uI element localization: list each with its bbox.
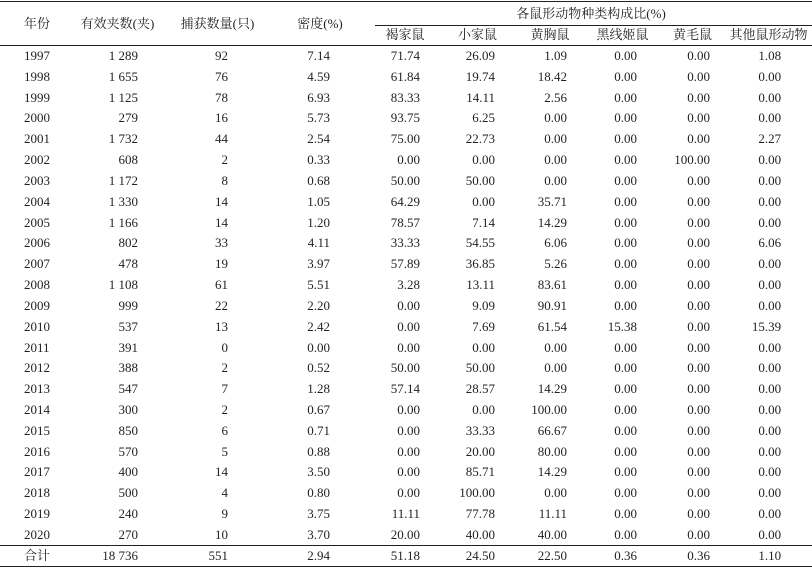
yellow-breasted-rat-share-cell: 2.56 <box>544 89 567 105</box>
density-cell: 0.71 <box>307 422 330 438</box>
striped-field-mouse-share-cell: 0.00 <box>614 381 637 397</box>
trap-count-cell: 850 <box>118 422 138 438</box>
yellow-breasted-rat-share-cell: 11.11 <box>538 506 567 522</box>
capture-count-cell: 61 <box>215 277 228 293</box>
house-mouse-share-cell: 0.00 <box>472 152 495 168</box>
lesser-rice-field-rat-header: 黄毛鼠 <box>660 26 725 46</box>
rodent-composition-table <box>0 1 812 567</box>
density-cell: 6.93 <box>307 89 330 105</box>
house-mouse-share-cell: 20.00 <box>465 443 495 459</box>
other-rodents-share-cell: 1.08 <box>758 48 782 64</box>
table-row <box>0 129 812 150</box>
trap-count-cell: 537 <box>118 318 138 334</box>
year-cell: 2008 <box>24 277 50 293</box>
capture-count-cell: 8 <box>221 172 228 188</box>
other-rodents-share-cell: 0.00 <box>758 89 782 105</box>
table-row <box>0 87 812 108</box>
table-row <box>0 379 812 400</box>
year-cell: 2018 <box>24 485 50 501</box>
trap-count-cell: 270 <box>118 526 138 542</box>
lesser-rice-field-rat-share-cell: 0.00 <box>687 68 710 84</box>
other-rodents-share-cell: 0.00 <box>758 277 782 293</box>
density-cell: 2.20 <box>307 297 330 313</box>
striped-field-mouse-share-cell: 0.00 <box>614 464 637 480</box>
table-body <box>0 46 812 546</box>
striped-field-mouse-share-cell: 0.00 <box>614 131 637 147</box>
species-composition-group-header: 各鼠形动物种类构成比(%) <box>370 2 812 26</box>
table-row <box>0 462 812 483</box>
density-cell: 4.11 <box>307 235 330 251</box>
brown-rat-share-cell: 75.00 <box>390 131 420 147</box>
density-cell: 0.80 <box>307 485 330 501</box>
yellow-breasted-rat-share-cell: 6.06 <box>544 235 567 251</box>
lesser-rice-field-rat-share-cell: 0.00 <box>687 443 710 459</box>
year-cell: 2013 <box>24 381 50 397</box>
lesser-rice-field-rat-share-cell: 0.00 <box>687 193 710 209</box>
other-rodents-share-cell: 0.00 <box>758 506 782 522</box>
house-mouse-share-cell: 100.00 <box>459 485 495 501</box>
house-mouse-share-cell: 6.25 <box>472 110 495 126</box>
house-mouse-share-cell: 22.73 <box>465 131 495 147</box>
lesser-rice-field-rat-share-cell: 0.00 <box>687 381 710 397</box>
trap-count-cell: 500 <box>118 485 138 501</box>
yellow-breasted-rat-share-cell: 0.00 <box>544 360 567 376</box>
lesser-rice-field-rat-share-cell: 0.00 <box>687 401 710 417</box>
year-cell: 2010 <box>24 318 50 334</box>
year-cell: 1998 <box>24 68 50 84</box>
other-rodents-share-cell: 0.00 <box>758 526 782 542</box>
yellow-breasted-rat-share-cell: 80.00 <box>537 443 567 459</box>
trap-count-cell: 1 166 <box>108 214 138 230</box>
total-row <box>0 545 812 566</box>
lesser-rice-field-rat-share-cell: 0.00 <box>687 360 710 376</box>
trap-count-cell: 1 655 <box>108 68 138 84</box>
capture-count-cell: 14 <box>215 193 228 209</box>
lesser-rice-field-rat-share-cell: 0.00 <box>687 485 710 501</box>
year-cell: 2007 <box>24 256 50 272</box>
capture-count-cell: 5 <box>221 443 228 459</box>
trap-count-cell: 240 <box>118 506 138 522</box>
capture-count-cell: 2 <box>221 360 228 376</box>
year-header: 年份 <box>0 2 70 46</box>
striped-field-mouse-share-cell: 0.00 <box>614 360 637 376</box>
house-mouse-share-cell: 50.00 <box>465 360 495 376</box>
capture-count-cell: 19 <box>215 256 228 272</box>
yellow-breasted-rat-header: 黄胸鼠 <box>515 26 585 46</box>
lesser-rice-field-rat-share-cell: 0.00 <box>687 48 710 64</box>
capture-count-cell: 33 <box>215 235 228 251</box>
striped-field-mouse-share-cell: 0.00 <box>614 110 637 126</box>
capture-count-cell: 551 <box>165 545 270 566</box>
header-row-top <box>0 2 812 26</box>
house-mouse-share-cell: 24.50 <box>440 545 515 566</box>
table-row <box>0 275 812 296</box>
table-row <box>0 525 812 546</box>
striped-field-mouse-share-cell: 0.00 <box>614 277 637 293</box>
table-total <box>0 545 812 566</box>
striped-field-mouse-share-cell: 0.36 <box>585 545 660 566</box>
yellow-breasted-rat-share-cell: 0.00 <box>544 172 567 188</box>
trap-count-cell: 300 <box>118 401 138 417</box>
year-cell: 2001 <box>24 131 50 147</box>
trap-count-cell: 802 <box>118 235 138 251</box>
year-cell: 2006 <box>24 235 50 251</box>
table-row <box>0 66 812 87</box>
capture-count-cell: 13 <box>215 318 228 334</box>
brown-rat-share-cell: 51.18 <box>370 545 440 566</box>
yellow-breasted-rat-share-cell: 40.00 <box>537 526 567 542</box>
house-mouse-share-cell: 28.57 <box>465 381 495 397</box>
brown-rat-share-cell: 57.89 <box>390 256 420 272</box>
house-mouse-share-cell: 33.33 <box>465 422 495 438</box>
table-row <box>0 295 812 316</box>
house-mouse-share-cell: 40.00 <box>465 526 495 542</box>
lesser-rice-field-rat-share-cell: 0.00 <box>687 131 710 147</box>
yellow-breasted-rat-share-cell: 61.54 <box>537 318 567 334</box>
table-row <box>0 504 812 525</box>
yellow-breasted-rat-share-cell: 1.09 <box>544 48 567 64</box>
density-cell: 5.51 <box>307 277 330 293</box>
yellow-breasted-rat-share-cell: 0.00 <box>544 485 567 501</box>
density-cell: 0.68 <box>307 172 330 188</box>
table-row <box>0 150 812 171</box>
trap-count-cell: 1 125 <box>108 89 138 105</box>
density-cell: 2.54 <box>307 131 330 147</box>
striped-field-mouse-share-cell: 0.00 <box>614 235 637 251</box>
yellow-breasted-rat-share-cell: 0.00 <box>544 131 567 147</box>
house-mouse-share-cell: 7.69 <box>472 318 495 334</box>
brown-rat-share-cell: 71.74 <box>390 48 420 64</box>
trap-count-cell: 391 <box>118 339 138 355</box>
other-rodents-share-cell: 0.00 <box>758 339 782 355</box>
house-mouse-share-cell: 7.14 <box>472 214 495 230</box>
density-cell: 0.52 <box>307 360 330 376</box>
density-cell: 5.73 <box>307 110 330 126</box>
year-cell: 2012 <box>24 360 50 376</box>
brown-rat-share-cell: 20.00 <box>390 526 420 542</box>
table-row <box>0 483 812 504</box>
year-cell: 2009 <box>24 297 50 313</box>
other-rodents-share-cell: 0.00 <box>758 464 782 480</box>
lesser-rice-field-rat-share-cell: 0.00 <box>687 297 710 313</box>
brown-rat-share-cell: 0.00 <box>397 401 420 417</box>
lesser-rice-field-rat-share-cell: 0.00 <box>687 89 710 105</box>
brown-rat-share-cell: 50.00 <box>390 172 420 188</box>
density-cell: 2.94 <box>270 545 370 566</box>
trap-count-cell: 1 732 <box>108 131 138 147</box>
brown-rat-share-cell: 11.11 <box>391 506 420 522</box>
other-rodents-share-cell: 0.00 <box>758 152 782 168</box>
year-cell: 2016 <box>24 443 50 459</box>
house-mouse-share-cell: 0.00 <box>472 193 495 209</box>
capture-count-cell: 6 <box>221 422 228 438</box>
lesser-rice-field-rat-share-cell: 0.00 <box>687 172 710 188</box>
density-cell: 2.42 <box>307 318 330 334</box>
house-mouse-share-cell: 50.00 <box>465 172 495 188</box>
capture-count-header: 捕获数量(只) <box>165 2 270 46</box>
yellow-breasted-rat-share-cell: 18.42 <box>537 68 567 84</box>
table-row <box>0 254 812 275</box>
density-cell: 0.33 <box>307 152 330 168</box>
brown-rat-share-cell: 0.00 <box>397 339 420 355</box>
yellow-breasted-rat-share-cell: 100.00 <box>531 401 567 417</box>
yellow-breasted-rat-share-cell: 22.50 <box>515 545 585 566</box>
yellow-breasted-rat-share-cell: 14.29 <box>537 381 567 397</box>
capture-count-cell: 92 <box>215 48 228 64</box>
year-cell: 2015 <box>24 422 50 438</box>
other-rodents-share-cell: 0.00 <box>758 110 782 126</box>
lesser-rice-field-rat-share-cell: 0.00 <box>687 277 710 293</box>
capture-count-cell: 76 <box>215 68 228 84</box>
house-mouse-share-cell: 54.55 <box>465 235 495 251</box>
capture-count-cell: 2 <box>221 152 228 168</box>
density-cell: 3.97 <box>307 256 330 272</box>
brown-rat-header: 褐家鼠 <box>370 26 440 46</box>
lesser-rice-field-rat-share-cell: 0.00 <box>687 235 710 251</box>
year-cell: 2020 <box>24 526 50 542</box>
lesser-rice-field-rat-share-cell: 0.36 <box>660 545 725 566</box>
table-row <box>0 108 812 129</box>
striped-field-mouse-share-cell: 0.00 <box>614 443 637 459</box>
table-row <box>0 358 812 379</box>
striped-field-mouse-share-cell: 0.00 <box>614 422 637 438</box>
trap-count-cell: 547 <box>118 381 138 397</box>
capture-count-cell: 0 <box>221 339 228 355</box>
yellow-breasted-rat-share-cell: 90.91 <box>537 297 567 313</box>
density-cell: 0.67 <box>307 401 330 417</box>
year-cell: 2004 <box>24 193 50 209</box>
striped-field-mouse-share-cell: 0.00 <box>614 68 637 84</box>
other-rodents-share-cell: 1.10 <box>725 545 812 566</box>
year-cell: 2000 <box>24 110 50 126</box>
striped-field-mouse-share-cell: 0.00 <box>614 297 637 313</box>
other-rodents-share-cell: 0.00 <box>758 214 782 230</box>
table-row <box>0 212 812 233</box>
lesser-rice-field-rat-share-cell: 0.00 <box>687 256 710 272</box>
density-header: 密度(%) <box>270 2 370 46</box>
striped-field-mouse-share-cell: 0.00 <box>614 339 637 355</box>
striped-field-mouse-share-cell: 0.00 <box>614 506 637 522</box>
table-row <box>0 170 812 191</box>
house-mouse-share-cell: 9.09 <box>472 297 495 313</box>
year-cell: 2017 <box>24 464 50 480</box>
year-cell: 2005 <box>24 214 50 230</box>
brown-rat-share-cell: 0.00 <box>397 422 420 438</box>
striped-field-mouse-share-cell: 0.00 <box>614 401 637 417</box>
yellow-breasted-rat-share-cell: 83.61 <box>537 277 567 293</box>
house-mouse-share-cell: 85.71 <box>465 464 495 480</box>
table-row <box>0 441 812 462</box>
capture-count-cell: 2 <box>221 401 228 417</box>
lesser-rice-field-rat-share-cell: 0.00 <box>687 110 710 126</box>
other-rodents-share-cell: 0.00 <box>758 68 782 84</box>
trap-count-cell: 1 108 <box>108 277 138 293</box>
density-cell: 3.75 <box>307 506 330 522</box>
brown-rat-share-cell: 0.00 <box>397 485 420 501</box>
capture-count-cell: 22 <box>215 297 228 313</box>
house-mouse-share-cell: 14.11 <box>466 89 495 105</box>
yellow-breasted-rat-share-cell: 66.67 <box>537 422 567 438</box>
brown-rat-share-cell: 0.00 <box>397 152 420 168</box>
striped-field-mouse-share-cell: 0.00 <box>614 526 637 542</box>
table-row <box>0 233 812 254</box>
density-cell: 3.50 <box>307 464 330 480</box>
capture-count-cell: 9 <box>221 506 228 522</box>
striped-field-mouse-share-cell: 0.00 <box>614 89 637 105</box>
year-cell: 2002 <box>24 152 50 168</box>
brown-rat-share-cell: 93.75 <box>390 110 420 126</box>
other-rodents-share-cell: 6.06 <box>758 235 782 251</box>
density-cell: 4.59 <box>307 68 330 84</box>
brown-rat-share-cell: 0.00 <box>397 464 420 480</box>
other-rodents-share-cell: 0.00 <box>758 485 782 501</box>
trap-count-cell: 478 <box>118 256 138 272</box>
other-rodents-share-cell: 0.00 <box>758 297 782 313</box>
trap-count-cell: 1 289 <box>108 48 138 64</box>
trap-count-cell: 400 <box>118 464 138 480</box>
striped-field-mouse-share-cell: 0.00 <box>614 193 637 209</box>
other-rodents-share-cell: 0.00 <box>758 381 782 397</box>
lesser-rice-field-rat-share-cell: 0.00 <box>687 506 710 522</box>
year-cell: 2011 <box>24 339 50 355</box>
house-mouse-share-cell: 0.00 <box>472 401 495 417</box>
striped-field-mouse-share-cell: 0.00 <box>614 485 637 501</box>
other-rodents-share-cell: 2.27 <box>758 131 782 147</box>
trap-count-cell: 1 330 <box>108 193 138 209</box>
table-row <box>0 316 812 337</box>
table-row <box>0 191 812 212</box>
lesser-rice-field-rat-share-cell: 0.00 <box>687 339 710 355</box>
other-rodents-share-cell: 0.00 <box>758 360 782 376</box>
density-cell: 7.14 <box>307 48 330 64</box>
brown-rat-share-cell: 50.00 <box>390 360 420 376</box>
lesser-rice-field-rat-share-cell: 0.00 <box>687 464 710 480</box>
other-rodents-share-cell: 15.39 <box>751 318 782 334</box>
brown-rat-share-cell: 78.57 <box>390 214 420 230</box>
house-mouse-share-cell: 0.00 <box>472 339 495 355</box>
capture-count-cell: 78 <box>215 89 228 105</box>
yellow-breasted-rat-share-cell: 0.00 <box>544 110 567 126</box>
lesser-rice-field-rat-share-cell: 0.00 <box>687 318 710 334</box>
capture-count-cell: 16 <box>215 110 228 126</box>
density-cell: 1.28 <box>307 381 330 397</box>
brown-rat-share-cell: 0.00 <box>397 443 420 459</box>
yellow-breasted-rat-share-cell: 14.29 <box>537 464 567 480</box>
year-cell: 2014 <box>24 401 50 417</box>
lesser-rice-field-rat-share-cell: 0.00 <box>687 422 710 438</box>
table-header <box>0 2 812 46</box>
brown-rat-share-cell: 0.00 <box>397 297 420 313</box>
brown-rat-share-cell: 64.29 <box>390 193 420 209</box>
brown-rat-share-cell: 0.00 <box>397 318 420 334</box>
brown-rat-share-cell: 57.14 <box>390 381 420 397</box>
trap-count-cell: 279 <box>118 110 138 126</box>
capture-count-cell: 10 <box>215 526 228 542</box>
capture-count-cell: 4 <box>221 485 228 501</box>
year-cell: 2003 <box>24 172 50 188</box>
yellow-breasted-rat-share-cell: 0.00 <box>544 339 567 355</box>
trap-count-cell: 608 <box>118 152 138 168</box>
house-mouse-share-cell: 77.78 <box>465 506 495 522</box>
striped-field-mouse-share-cell: 0.00 <box>614 172 637 188</box>
yellow-breasted-rat-share-cell: 5.26 <box>544 256 567 272</box>
density-cell: 3.70 <box>307 526 330 542</box>
trap-count-cell: 999 <box>118 297 138 313</box>
house-mouse-share-cell: 36.85 <box>465 256 495 272</box>
striped-field-mouse-share-cell: 0.00 <box>614 48 637 64</box>
density-cell: 1.20 <box>307 214 330 230</box>
brown-rat-share-cell: 61.84 <box>390 68 420 84</box>
table-row <box>0 337 812 358</box>
striped-field-mouse-share-cell: 0.00 <box>614 152 637 168</box>
capture-count-cell: 7 <box>221 381 228 397</box>
other-rodents-share-cell: 0.00 <box>758 172 782 188</box>
yellow-breasted-rat-share-cell: 14.29 <box>537 214 567 230</box>
other-rodents-share-cell: 0.00 <box>758 443 782 459</box>
density-cell: 0.00 <box>307 339 330 355</box>
brown-rat-share-cell: 3.28 <box>397 277 420 293</box>
striped-field-mouse-share-cell: 0.00 <box>614 214 637 230</box>
yellow-breasted-rat-share-cell: 35.71 <box>537 193 567 209</box>
other-rodents-share-cell: 0.00 <box>758 422 782 438</box>
other-rodents-share-cell: 0.00 <box>758 256 782 272</box>
lesser-rice-field-rat-share-cell: 0.00 <box>687 526 710 542</box>
capture-count-cell: 44 <box>215 131 228 147</box>
brown-rat-share-cell: 33.33 <box>390 235 420 251</box>
lesser-rice-field-rat-share-cell: 0.00 <box>687 214 710 230</box>
trap-count-cell: 570 <box>118 443 138 459</box>
striped-field-mouse-share-cell: 0.00 <box>614 256 637 272</box>
lesser-rice-field-rat-share-cell: 100.00 <box>674 152 710 168</box>
house-mouse-share-cell: 13.11 <box>466 277 495 293</box>
density-cell: 1.05 <box>307 193 330 209</box>
table-row <box>0 400 812 421</box>
brown-rat-share-cell: 83.33 <box>390 89 420 105</box>
house-mouse-share-cell: 19.74 <box>465 68 495 84</box>
trap-count-cell: 18 736 <box>70 545 165 566</box>
year-cell: 1999 <box>24 89 50 105</box>
capture-count-cell: 14 <box>215 464 228 480</box>
year-cell: 2019 <box>24 506 50 522</box>
yellow-breasted-rat-share-cell: 0.00 <box>544 152 567 168</box>
table-row <box>0 420 812 441</box>
trap-count-cell: 1 172 <box>108 172 138 188</box>
capture-count-cell: 14 <box>215 214 228 230</box>
density-cell: 0.88 <box>307 443 330 459</box>
year-cell: 合计 <box>0 545 70 566</box>
table-row <box>0 46 812 67</box>
other-rodents-header: 其他鼠形动物 <box>725 26 812 46</box>
house-mouse-header: 小家鼠 <box>440 26 515 46</box>
other-rodents-share-cell: 0.00 <box>758 401 782 417</box>
trap-count-header: 有效夹数(夹) <box>70 2 165 46</box>
house-mouse-share-cell: 26.09 <box>465 48 495 64</box>
year-cell: 1997 <box>24 48 50 64</box>
other-rodents-share-cell: 0.00 <box>758 193 782 209</box>
trap-count-cell: 388 <box>118 360 138 376</box>
striped-field-mouse-share-cell: 15.38 <box>607 318 637 334</box>
striped-field-mouse-header: 黑线姬鼠 <box>585 26 660 46</box>
